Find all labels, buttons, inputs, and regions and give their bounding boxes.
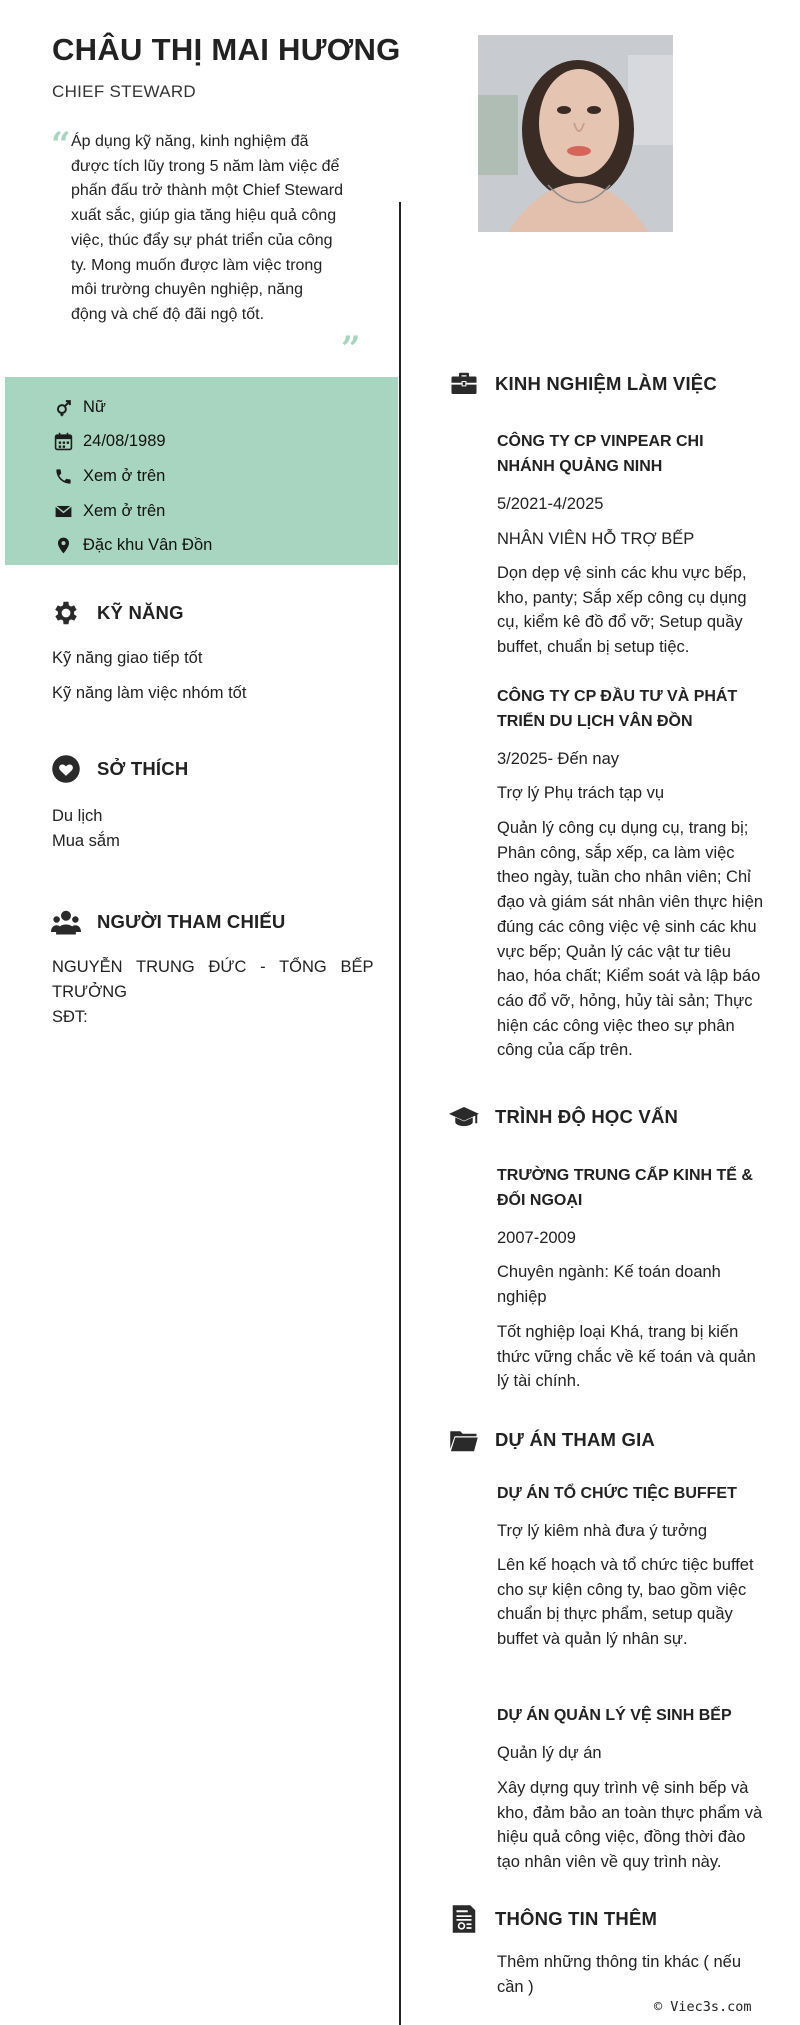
additional-header <box>448 1903 657 1935</box>
project-description: Xây dựng quy trình vệ sinh bếp và kho, đảm bảo an toàn thực phẩm và hiệu quả công việc, đồng thời đào tạo nhân viên về quy trình này. <box>497 1779 763 1872</box>
contact-phone <box>53 464 165 488</box>
job-position: NHÂN VIÊN HỖ TRỢ BẾP <box>497 530 695 548</box>
job-company: CÔNG TY CP ĐẦU TƯ VÀ PHÁT <box>497 688 738 705</box>
reference-name: NGUYỄN TRUNG ĐỨC - TỔNG BẾP <box>52 958 374 976</box>
job-description: Quản lý công cụ dụng cụ, trang bị; Phân công, sắp xếp, ca làm việc theo ngày, tuần cho nhân viên; Chỉ đạo và giám sát nhân viên thực hiện đúng các công việc vệ sinh các khu vực bếp; Quản lý các vật tư tiêu hao, hóa chất; Kiểm soát và lập báo cáo đổ vỡ, hỏng, hủy tài sản; Thực hiện các công việc theo sự phân công của cấp trên. <box>497 819 764 1060</box>
hobby-item: Mua sắm <box>52 832 120 850</box>
references-title: NGƯỜI THAM CHIẾU <box>97 911 286 932</box>
gender-value: Nữ <box>83 397 106 416</box>
projects-title: DỰ ÁN THAM GIA <box>495 1429 655 1450</box>
hobbies-header <box>50 753 188 785</box>
footer-credit: © Viec3s.com <box>654 1999 752 2015</box>
quote-open-icon: “ <box>51 125 71 165</box>
education-major: Chuyên ngành: Kế toán doanh nghiệp <box>497 1263 721 1306</box>
additional-title: THÔNG TIN THÊM <box>495 1908 658 1929</box>
references-header <box>50 906 286 938</box>
skills-title: KỸ NĂNG <box>97 602 184 623</box>
experience-title: KINH NGHIỆM LÀM VIỆC <box>495 373 717 394</box>
education-period: 2007-2009 <box>497 1229 576 1247</box>
document-icon <box>448 1903 480 1935</box>
project-name: DỰ ÁN TỔ CHỨC TIỆC BUFFET <box>497 1485 737 1502</box>
job-description: Dọn dẹp vệ sinh các khu vực bếp, kho, panty; Sắp xếp công cụ dụng cụ, kiểm kê đồ đổ vỡ; Setup quầy buffet, chuẩn bị setup tiệc. <box>497 564 747 657</box>
briefcase-icon <box>448 368 480 400</box>
phone-icon <box>53 466 73 486</box>
quote-close-icon: ” <box>341 329 361 369</box>
phone-value: Xem ở trên <box>83 466 166 485</box>
education-description: Tốt nghiệp loại Khá, trang bị kiến thức vững chắc về kế toán và quản lý tài chính. <box>497 1323 756 1391</box>
job-company-cont: NHÁNH QUẢNG NINH <box>497 458 663 475</box>
contact-gender <box>53 395 106 419</box>
birthday-value: 24/08/1989 <box>83 431 166 450</box>
school-name-cont: ĐỐI NGOẠI <box>497 1192 583 1209</box>
skill-item: Kỹ năng làm việc nhóm tốt <box>52 684 247 702</box>
projects-header <box>448 1424 655 1456</box>
project-description: Lên kế hoạch và tổ chức tiệc buffet cho sự kiện công ty, bao gồm việc chuẩn bị thực phẩm, setup quầy buffet và quản lý nhân sự. <box>497 1556 754 1649</box>
contact-birthday <box>53 429 166 453</box>
envelope-icon <box>53 501 73 521</box>
skills-header <box>50 597 184 629</box>
school-name: TRƯỜNG TRUNG CẤP KINH TẾ & <box>497 1167 753 1184</box>
experience-header <box>448 368 717 400</box>
job-company: CÔNG TY CP VINPEAR CHI <box>497 433 704 450</box>
avatar-photo <box>478 35 673 232</box>
job-period: 5/2021-4/2025 <box>497 495 604 513</box>
hobbies-title: SỞ THÍCH <box>97 758 189 779</box>
contact-email <box>53 499 165 523</box>
project-role: Quản lý dự án <box>497 1744 602 1762</box>
reference-phone: SĐT: <box>52 1008 88 1026</box>
job-company-cont: TRIỂN DU LỊCH VÂN ĐỒN <box>497 713 693 730</box>
education-header <box>448 1101 678 1133</box>
gear-icon <box>50 597 82 629</box>
heart-icon <box>50 753 82 785</box>
contact-address <box>53 533 212 557</box>
additional-text: Thêm những thông tin khác ( nếu cần ) <box>497 1953 742 1996</box>
address-value: Đặc khu Vân Đồn <box>83 535 213 554</box>
reference-name-cont: TRƯỞNG <box>52 983 127 1001</box>
candidate-job-title: CHIEF STEWARD <box>52 82 196 101</box>
project-name: DỰ ÁN QUẢN LÝ VỆ SINH BẾP <box>497 1707 732 1724</box>
skill-item: Kỹ năng giao tiếp tốt <box>52 649 203 667</box>
candidate-name: CHÂU THỊ MAI HƯƠNG <box>52 32 401 67</box>
map-pin-icon <box>53 535 73 555</box>
calendar-icon <box>53 431 73 451</box>
job-position: Trợ lý Phụ trách tạp vụ <box>497 784 665 802</box>
gender-icon <box>53 397 73 417</box>
graduation-cap-icon <box>448 1101 480 1133</box>
hobby-item: Du lịch <box>52 807 103 825</box>
career-objective: Áp dụng kỹ năng, kinh nghiệm đã được tích lũy trong 5 năm làm việc để phấn đấu trở thành một Chief Steward xuất sắc, giúp gia tăng hiệu quả công việc, thúc đẩy sự phát triển của công ty. Mong muốn được làm việc trong môi trường chuyên nghiệp, năng động và chế độ đãi ngộ tốt. <box>71 133 343 323</box>
people-icon <box>50 906 82 938</box>
column-divider <box>399 202 401 2025</box>
education-title: TRÌNH ĐỘ HỌC VẤN <box>495 1106 679 1127</box>
contact-box <box>5 377 398 565</box>
folder-icon <box>448 1424 480 1456</box>
email-value: Xem ở trên <box>83 501 166 520</box>
project-role: Trợ lý kiêm nhà đưa ý tưởng <box>497 1522 708 1540</box>
job-period: 3/2025- Đến nay <box>497 750 620 768</box>
